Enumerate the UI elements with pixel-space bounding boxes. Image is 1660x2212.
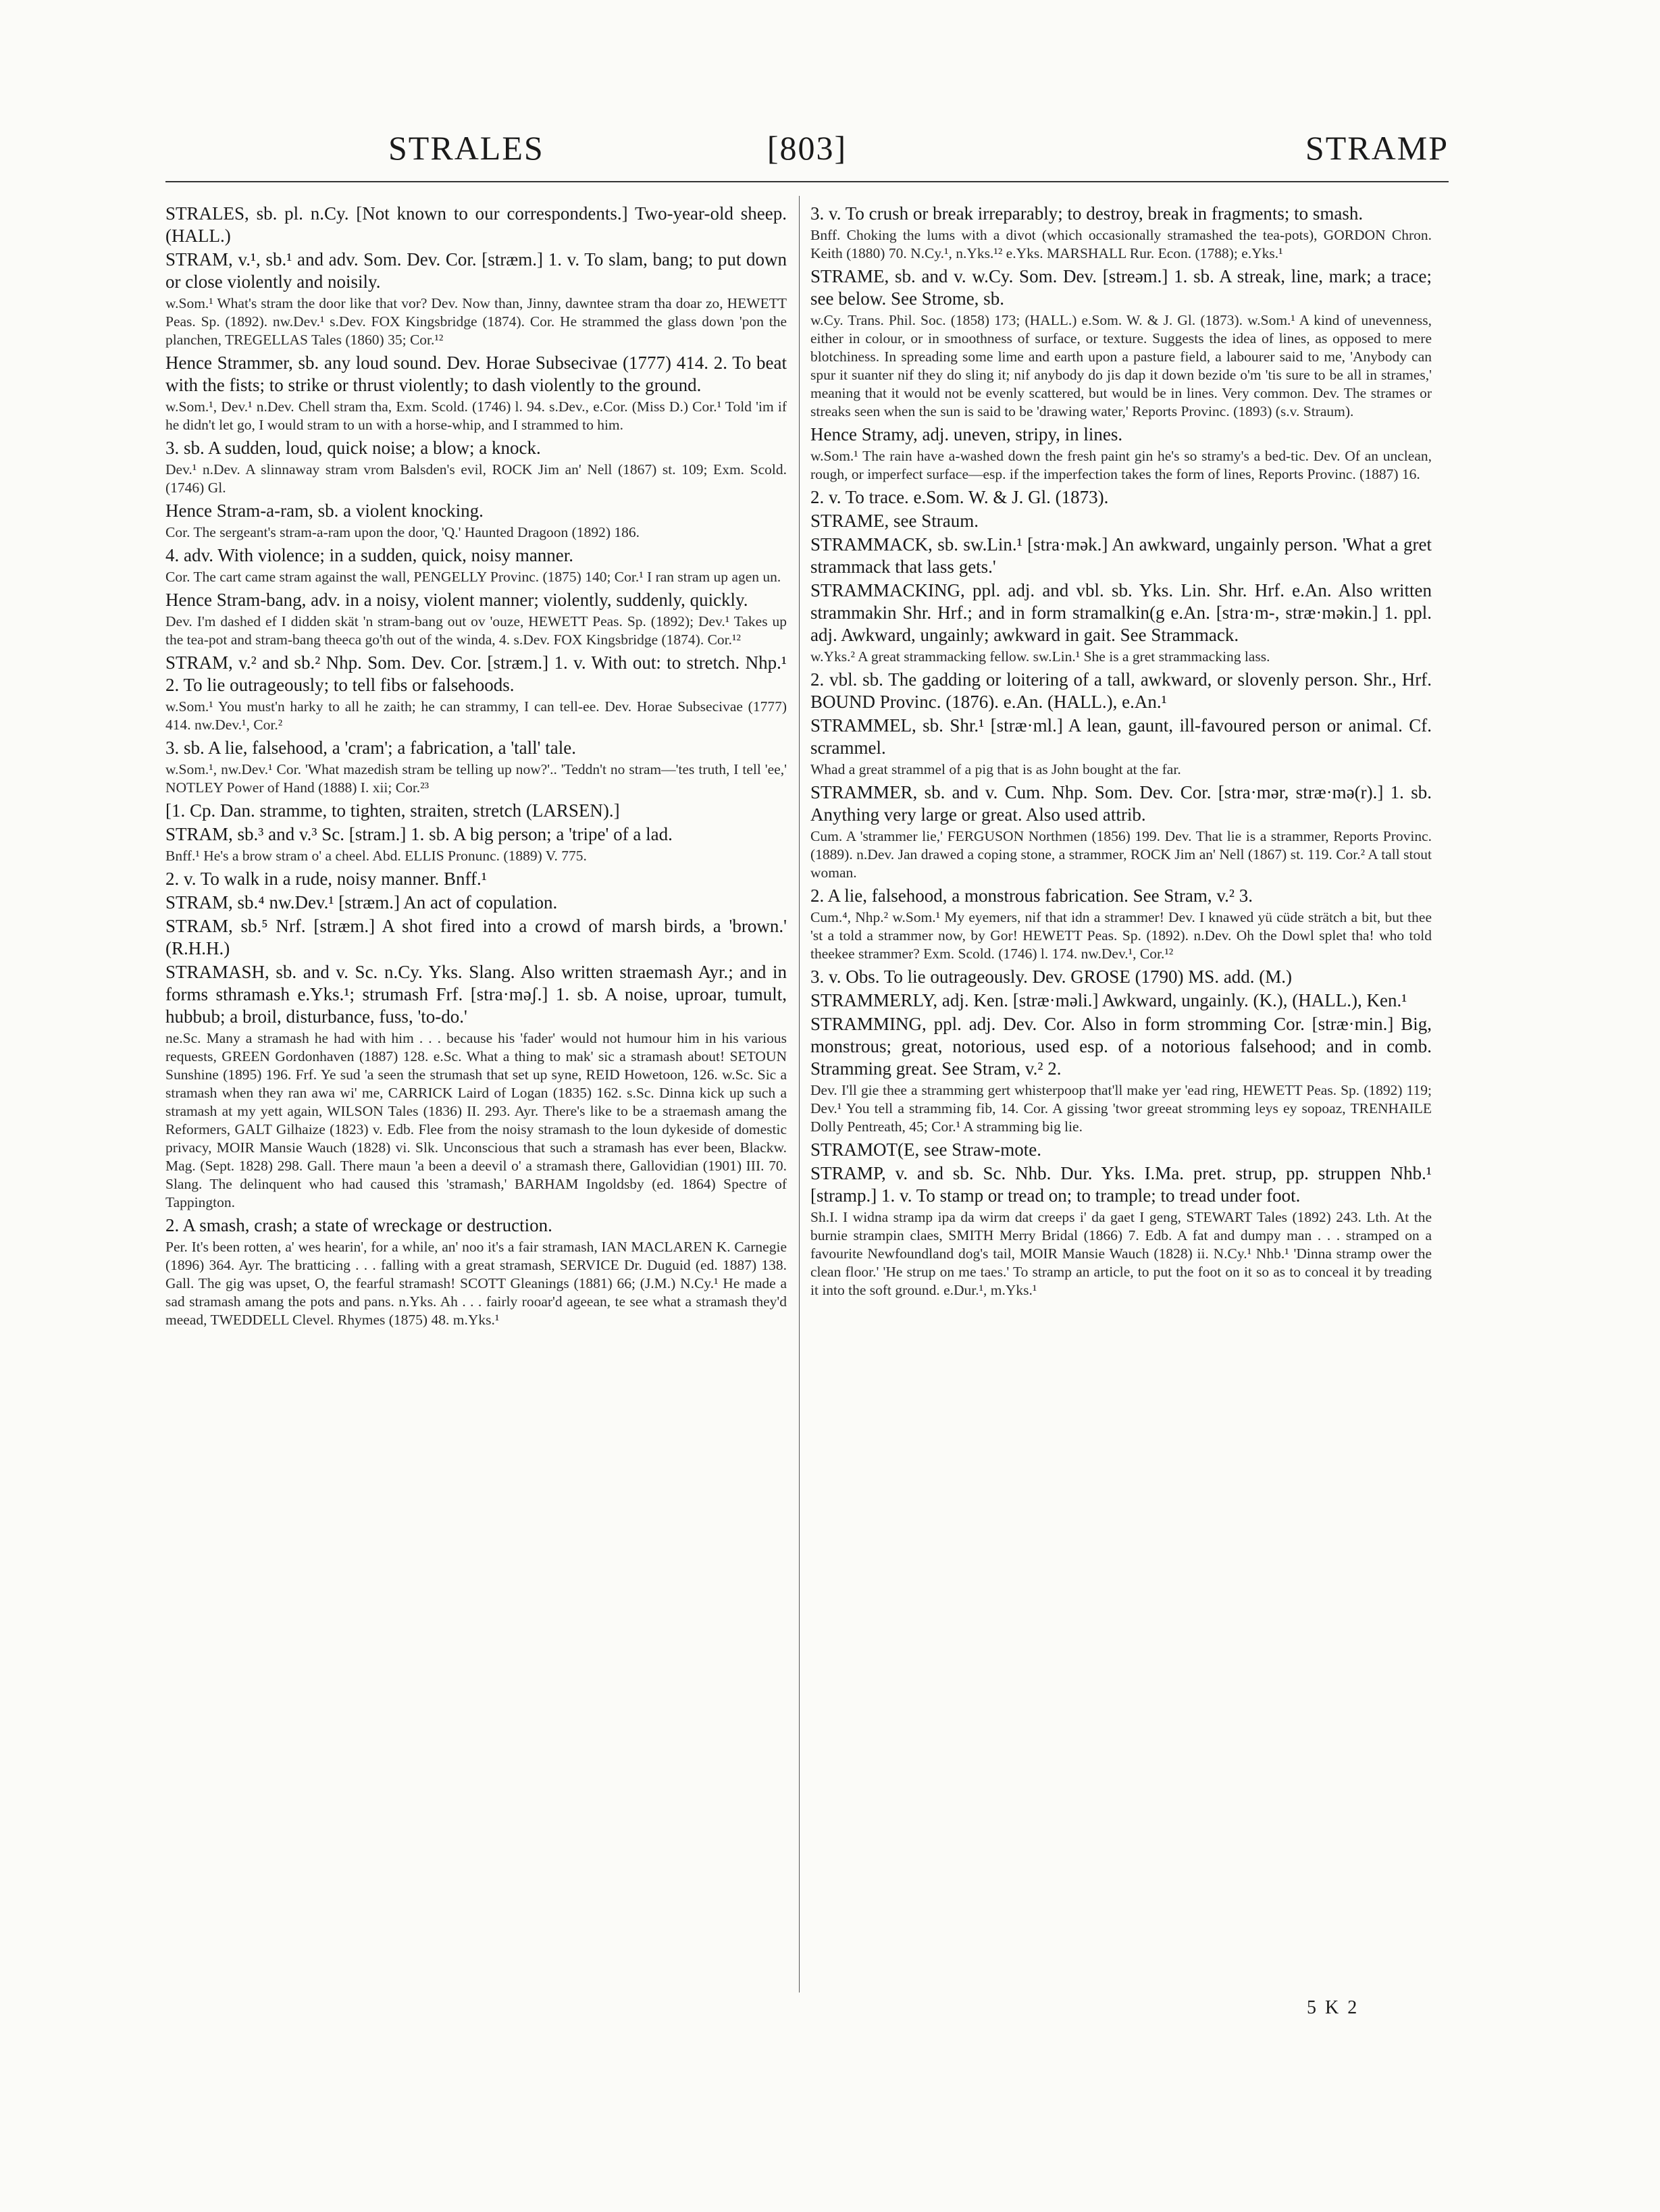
citation-block: w.Som.¹ What's stram the door like that vor? Dev. Now than, Jinny, dawntee stram tha doar zo, HEWETT Peas. Sp. (1892). nw.Dev.¹ s.Dev. FOX Kingsbridge (1874). Cor. He strammed the glass down 'pon the planchen, TREGELLAS Tales (1860) 35; Cor.¹² xyxy=(165,295,787,348)
dictionary-entry: STRAM, sb.⁴ nw.Dev.¹ [stræm.] An act of copulation. xyxy=(165,892,558,912)
sense-paragraph: [1. Cp. Dan. stramme, to tighten, straiten, stretch (LARSEN).] xyxy=(165,800,620,821)
column-divider xyxy=(799,196,800,1992)
sense-paragraph: 3. v. To crush or break irreparably; to destroy, break in fragments; to smash. xyxy=(810,203,1364,224)
citation-block: w.Som.¹ You must'n harky to all he zaith; he can strammy, I can tell-ee. Dev. Horae Subsecivae (1777) 414. nw.Dev.¹, Cor.² xyxy=(165,698,787,733)
dictionary-entry: STRAMOT(E, see Straw-mote. xyxy=(810,1139,1041,1160)
citation-block: w.Yks.² A great strammacking fellow. sw.Lin.¹ She is a gret strammacking lass. xyxy=(810,648,1270,665)
citation-block: Cor. The cart came stram against the wall, PENGELLY Provinc. (1875) 140; Cor.¹ I ran stram up agen un. xyxy=(165,569,781,585)
dictionary-entry: STRAME, see Straum. xyxy=(810,511,979,531)
citation-block: w.Som.¹, Dev.¹ n.Dev. Chell stram tha, Exm. Scold. (1746) l. 94. s.Dev., e.Cor. (Miss D.) Cor.¹ Told 'im if he didn't let go, I would stram to un with a horse-whip, and I strammed to him. xyxy=(165,398,787,433)
dictionary-entry: STRAMP, v. and sb. Sc. Nhb. Dur. Yks. I.Ma. pret. strup, pp. struppen Nhb.¹ [stramp.] 1. v. To stamp or tread on; to trample; to tread under foot. xyxy=(810,1163,1432,1206)
sense-paragraph: 2. A smash, crash; a state of wreckage or destruction. xyxy=(165,1215,552,1235)
sense-paragraph: Hence Strammer, sb. any loud sound. Dev. Horae Subsecivae (1777) 414. 2. To beat with the fists; to strike or thrust violently; to dash violently to the ground. xyxy=(165,353,787,395)
header-left-guideword: STRALES xyxy=(388,129,544,167)
sense-paragraph: 3. v. Obs. To lie outrageously. Dev. GROSE (1790) MS. add. (M.) xyxy=(810,967,1293,987)
dictionary-entry: STRAM, sb.³ and v.³ Sc. [stram.] 1. sb. A big person; a 'tripe' of a lad. xyxy=(165,824,673,844)
dictionary-entry: STRAM, sb.⁵ Nrf. [stræm.] A shot fired into a crowd of marsh birds, a 'brown.' (R.H.H.) xyxy=(165,916,787,958)
header-right-guideword: STRAMP xyxy=(1305,129,1449,167)
dictionary-entry: STRAME, sb. and v. w.Cy. Som. Dev. [streəm.] 1. sb. A streak, line, mark; a trace; see below. See Strome, sb. xyxy=(810,266,1432,309)
citation-block: Cum.⁴, Nhp.² w.Som.¹ My eyemers, nif that idn a strammer! Dev. I knawed yü cüde strätch a bit, but thee 'st a told a strammer now, by Gor! HEWETT Peas. Sp. (1892). n.Dev. Oh the Dowl splet tha! who told theekee strammer? Exm. Scold. (1746) l. 174. nw.Dev.¹, Cor.¹² xyxy=(810,909,1432,962)
dictionary-entry: STRAMMING, ppl. adj. Dev. Cor. Also in form stromming Cor. [stræ·min.] Big, monstrous; great, notorious, used esp. of a notorious falsehood; and in comb. Stramming great. See Stram, v.² 2. xyxy=(810,1014,1432,1079)
header-page-number: [803] xyxy=(767,129,848,167)
sense-paragraph: 2. v. To walk in a rude, noisy manner. Bnff.¹ xyxy=(165,869,487,889)
signature-mark: 5 K 2 xyxy=(1307,1997,1359,2018)
sense-paragraph: Hence Stram-a-ram, sb. a violent knocking. xyxy=(165,500,484,521)
dictionary-entry: STRAMMACKING, ppl. adj. and vbl. sb. Yks. Lin. Shr. Hrf. e.An. Also written strammakin Shr. Hrf.; and in form stramalkin(g e.An. [stra·m-, stræ·məkin.] 1. ppl. adj. Awkward, ungainly; awkward in gait. See Strammack. xyxy=(810,580,1432,645)
citation-block: Dev.¹ n.Dev. A slinnaway stram vrom Balsden's evil, ROCK Jim an' Nell (1867) st. 109; Exm. Scold. (1746) Gl. xyxy=(165,461,787,496)
dictionary-entry: STRALES, sb. pl. n.Cy. [Not known to our correspondents.] Two-year-old sheep. (HALL.) xyxy=(165,203,787,246)
citation-block: Per. It's been rotten, a' wes hearin', for a while, an' noo it's a fair stramash, IAN MACLAREN K. Carnegie (1896) 364. Ayr. The bratticing . . . falling with a great stramash, SERVICE Dr. Duguid (ed. 1887) 138. Gall. The gig was upset, O, the fearful stramash! SCOTT Gleanings (1881) 66; (J.M.) N.Cy.¹ He made a sad stramash amang the pots and pans. n.Yks. Ah . . . fairly rooar'd ageean, te see what a stramash they'd meead, TWEDDELL Clevel. Rhymes (1875) 48. m.Yks.¹ xyxy=(165,1239,787,1328)
dictionary-entry: STRAMMEL, sb. Shr.¹ [stræ·ml.] A lean, gaunt, ill-favoured person or animal. Cf. scrammel. xyxy=(810,715,1432,758)
citation-block: Dev. I'm dashed ef I didden skät 'n stram-bang out ov 'ouze, HEWETT Peas. Sp. (1892); Dev.¹ Takes up the tea-pot and stram-bang theeca go'th out of the winda, 4. s.Dev. FOX Kingsbridge (1874). Cor.¹² xyxy=(165,613,787,648)
sense-paragraph: Hence Stram-bang, adv. in a noisy, violent manner; violently, suddenly, quickly. xyxy=(165,590,748,610)
dictionary-entry: STRAMMACK, sb. sw.Lin.¹ [stra·mək.] An awkward, ungainly person. 'What a gret strammack that lass gets.' xyxy=(810,534,1432,577)
citation-block: ne.Sc. Many a stramash he had with him . . . because his 'fader' would not humour him in his various requests, GREEN Gordonhaven (1887) 128. e.Sc. What a thing to mak' sic a stramash about! SETOUN Sunshine (1895) 196. Frf. Ye sud 'a seen the strumash that set up syne, REID Howetoon, 126. w.Sc. Sic a stramash when they ran awa wi' me, CARRICK Laird of Logan (1835) 162. s.Sc. Dinna kick up such a stramash at my yett again, WILSON Tales (1836) II. 293. Ayr. There's like to be a straemash amang the Reformers, GALT Gilhaize (1823) v. Edb. Flee from the noisy stramash to the loun dykeside of domestic privacy, MOIR Mansie Wauch (1828) vi. Slk. Unconscious that such a stramash has ever been, Blackw. Mag. (Sept. 1828) 298. Gall. There maun 'a been a deevil o' a stramash there, Gallovidian (1901) III. 70. Slang. The delinquent who had caused this 'stramash,' BARHAM Ingoldsby (ed. 1864) Spectre of Tappington. xyxy=(165,1030,787,1210)
citation-block: Cor. The sergeant's stram-a-ram upon the door, 'Q.' Haunted Dragoon (1892) 186. xyxy=(165,524,640,540)
citation-block: w.Cy. Trans. Phil. Soc. (1858) 173; (HALL.) e.Som. W. & J. Gl. (1873). w.Som.¹ A kind of unevenness, either in colour, or in smoothness of surface, or texture. Suggests the idea of lines, as opposed to mere blotchiness. In spreading some lime and earth upon a pasture field, a labourer said to me, 'Anybody can spur it suanter nif they do sling it; nif anybody do jis dap it down bezide o'm 'tis sure to be all in strames,' meaning that it would not be evenly scattered, but would be in lines. Very common. Dev. The strames or streaks seen when the sun is said to be 'drawing water,' Reports Provinc. (1893) (s.v. Straum). xyxy=(810,312,1432,419)
dictionary-entry: STRAMASH, sb. and v. Sc. n.Cy. Yks. Slang. Also written straemash Ayr.; and in forms sthramash e.Yks.¹; strumash Frf. [stra·məʃ.] 1. sb. A noise, uproar, tumult, hubbub; a broil, disturbance, fuss, 'to-do.' xyxy=(165,962,787,1027)
page-header xyxy=(165,128,1449,176)
right-column xyxy=(810,203,1432,2155)
sense-paragraph: 3. sb. A sudden, loud, quick noise; a blow; a knock. xyxy=(165,438,541,458)
citation-block: Whad a great strammel of a pig that is as John bought at the far. xyxy=(810,761,1181,777)
citation-block: Bnff. Choking the lums with a divot (which occasionally stramashed the tea-pots), GORDON Chron. Keith (1880) 70. N.Cy.¹, n.Yks.¹² e.Yks. MARSHALL Rur. Econ. (1788); e.Yks.¹ xyxy=(810,227,1432,261)
sense-paragraph: 2. vbl. sb. The gadding or loitering of a tall, awkward, or slovenly person. Shr., Hrf. BOUND Provinc. (1876). e.An. (HALL.), e.An.¹ xyxy=(810,669,1432,712)
citation-block: w.Som.¹ The rain have a-washed down the fresh paint gin he's so stramy's a bed-tic. Dev. Of an unclean, rough, or imperfect surface—esp. if the imperfection takes the form of lines, Reports Provinc. (1887) 16. xyxy=(810,448,1432,482)
citation-block: Sh.I. I widna stramp ipa da wirm dat creeps i' da gaet I geng, STEWART Tales (1892) 243. Lth. At the burnie strampin claes, SMITH Merry Bridal (1866) 7. Edb. A fat and dumpy man . . . stramped on a favourite Newfoundland dog's tail, MOIR Mansie Wauch (1828) ii. N.Cy.¹ Nhb.¹ 'Dinna stramp ower the clean floor.' 'He strup on me taes.' To stramp an article, to put the foot on it so as to conceal it by treading it into the soft ground. e.Dur.¹, m.Yks.¹ xyxy=(810,1209,1432,1298)
header-rule xyxy=(165,181,1449,182)
dictionary-entry: STRAMMERLY, adj. Ken. [stræ·məli.] Awkward, ungainly. (K.), (HALL.), Ken.¹ xyxy=(810,990,1407,1010)
sense-paragraph: 2. A lie, falsehood, a monstrous fabrication. See Stram, v.² 3. xyxy=(810,885,1253,906)
sense-paragraph: Hence Stramy, adj. uneven, stripy, in lines. xyxy=(810,424,1123,444)
citation-block: w.Som.¹, nw.Dev.¹ Cor. 'What mazedish stram be telling up now?'.. 'Teddn't no stram—'tes truth, I tell 'ee,' NOTLEY Power of Hand (1888) I. xii; Cor.²³ xyxy=(165,761,787,796)
citation-block: Bnff.¹ He's a brow stram o' a cheel. Abd. ELLIS Pronunc. (1889) V. 775. xyxy=(165,848,587,864)
dictionary-entry: STRAM, v.¹, sb.¹ and adv. Som. Dev. Cor. [stræm.] 1. v. To slam, bang; to put down or close violently and noisily. xyxy=(165,249,787,292)
citation-block: Dev. I'll gie thee a stramming gert whisterpoop that'll make yer 'ead ring, HEWETT Peas. Sp. (1892) 119; Dev.¹ You tell a stramming fib, 14. Cor. A gissing 'twor greeat stromming leys ey sopoaz, TRENHAILE Dolly Pentreath, 45; Cor.¹ A stramming big lie. xyxy=(810,1082,1432,1135)
sense-paragraph: 2. v. To trace. e.Som. W. & J. Gl. (1873). xyxy=(810,487,1109,507)
citation-block: Cum. A 'strammer lie,' FERGUSON Northmen (1856) 199. Dev. That lie is a strammer, Reports Provinc. (1889). n.Dev. Jan drawed a coping stone, a strammer, ROCK Jim an' Nell (1867) st. 119. Cor.² A tall stout woman. xyxy=(810,828,1432,881)
dictionary-entry: STRAM, v.² and sb.² Nhp. Som. Dev. Cor. [stræm.] 1. v. With out: to stretch. Nhp.¹ 2. To lie outrageously; to tell fibs or falsehoods. xyxy=(165,652,787,695)
sense-paragraph: 4. adv. With violence; in a sudden, quick, noisy manner. xyxy=(165,545,574,565)
sense-paragraph: 3. sb. A lie, falsehood, a 'cram'; a fabrication, a 'tall' tale. xyxy=(165,738,577,758)
dictionary-entry: STRAMMER, sb. and v. Cum. Nhp. Som. Dev. Cor. [stra·mər, stræ·mə(r).] 1. sb. Anything very large or great. Also used attrib. xyxy=(810,782,1432,825)
left-column xyxy=(165,203,787,2155)
